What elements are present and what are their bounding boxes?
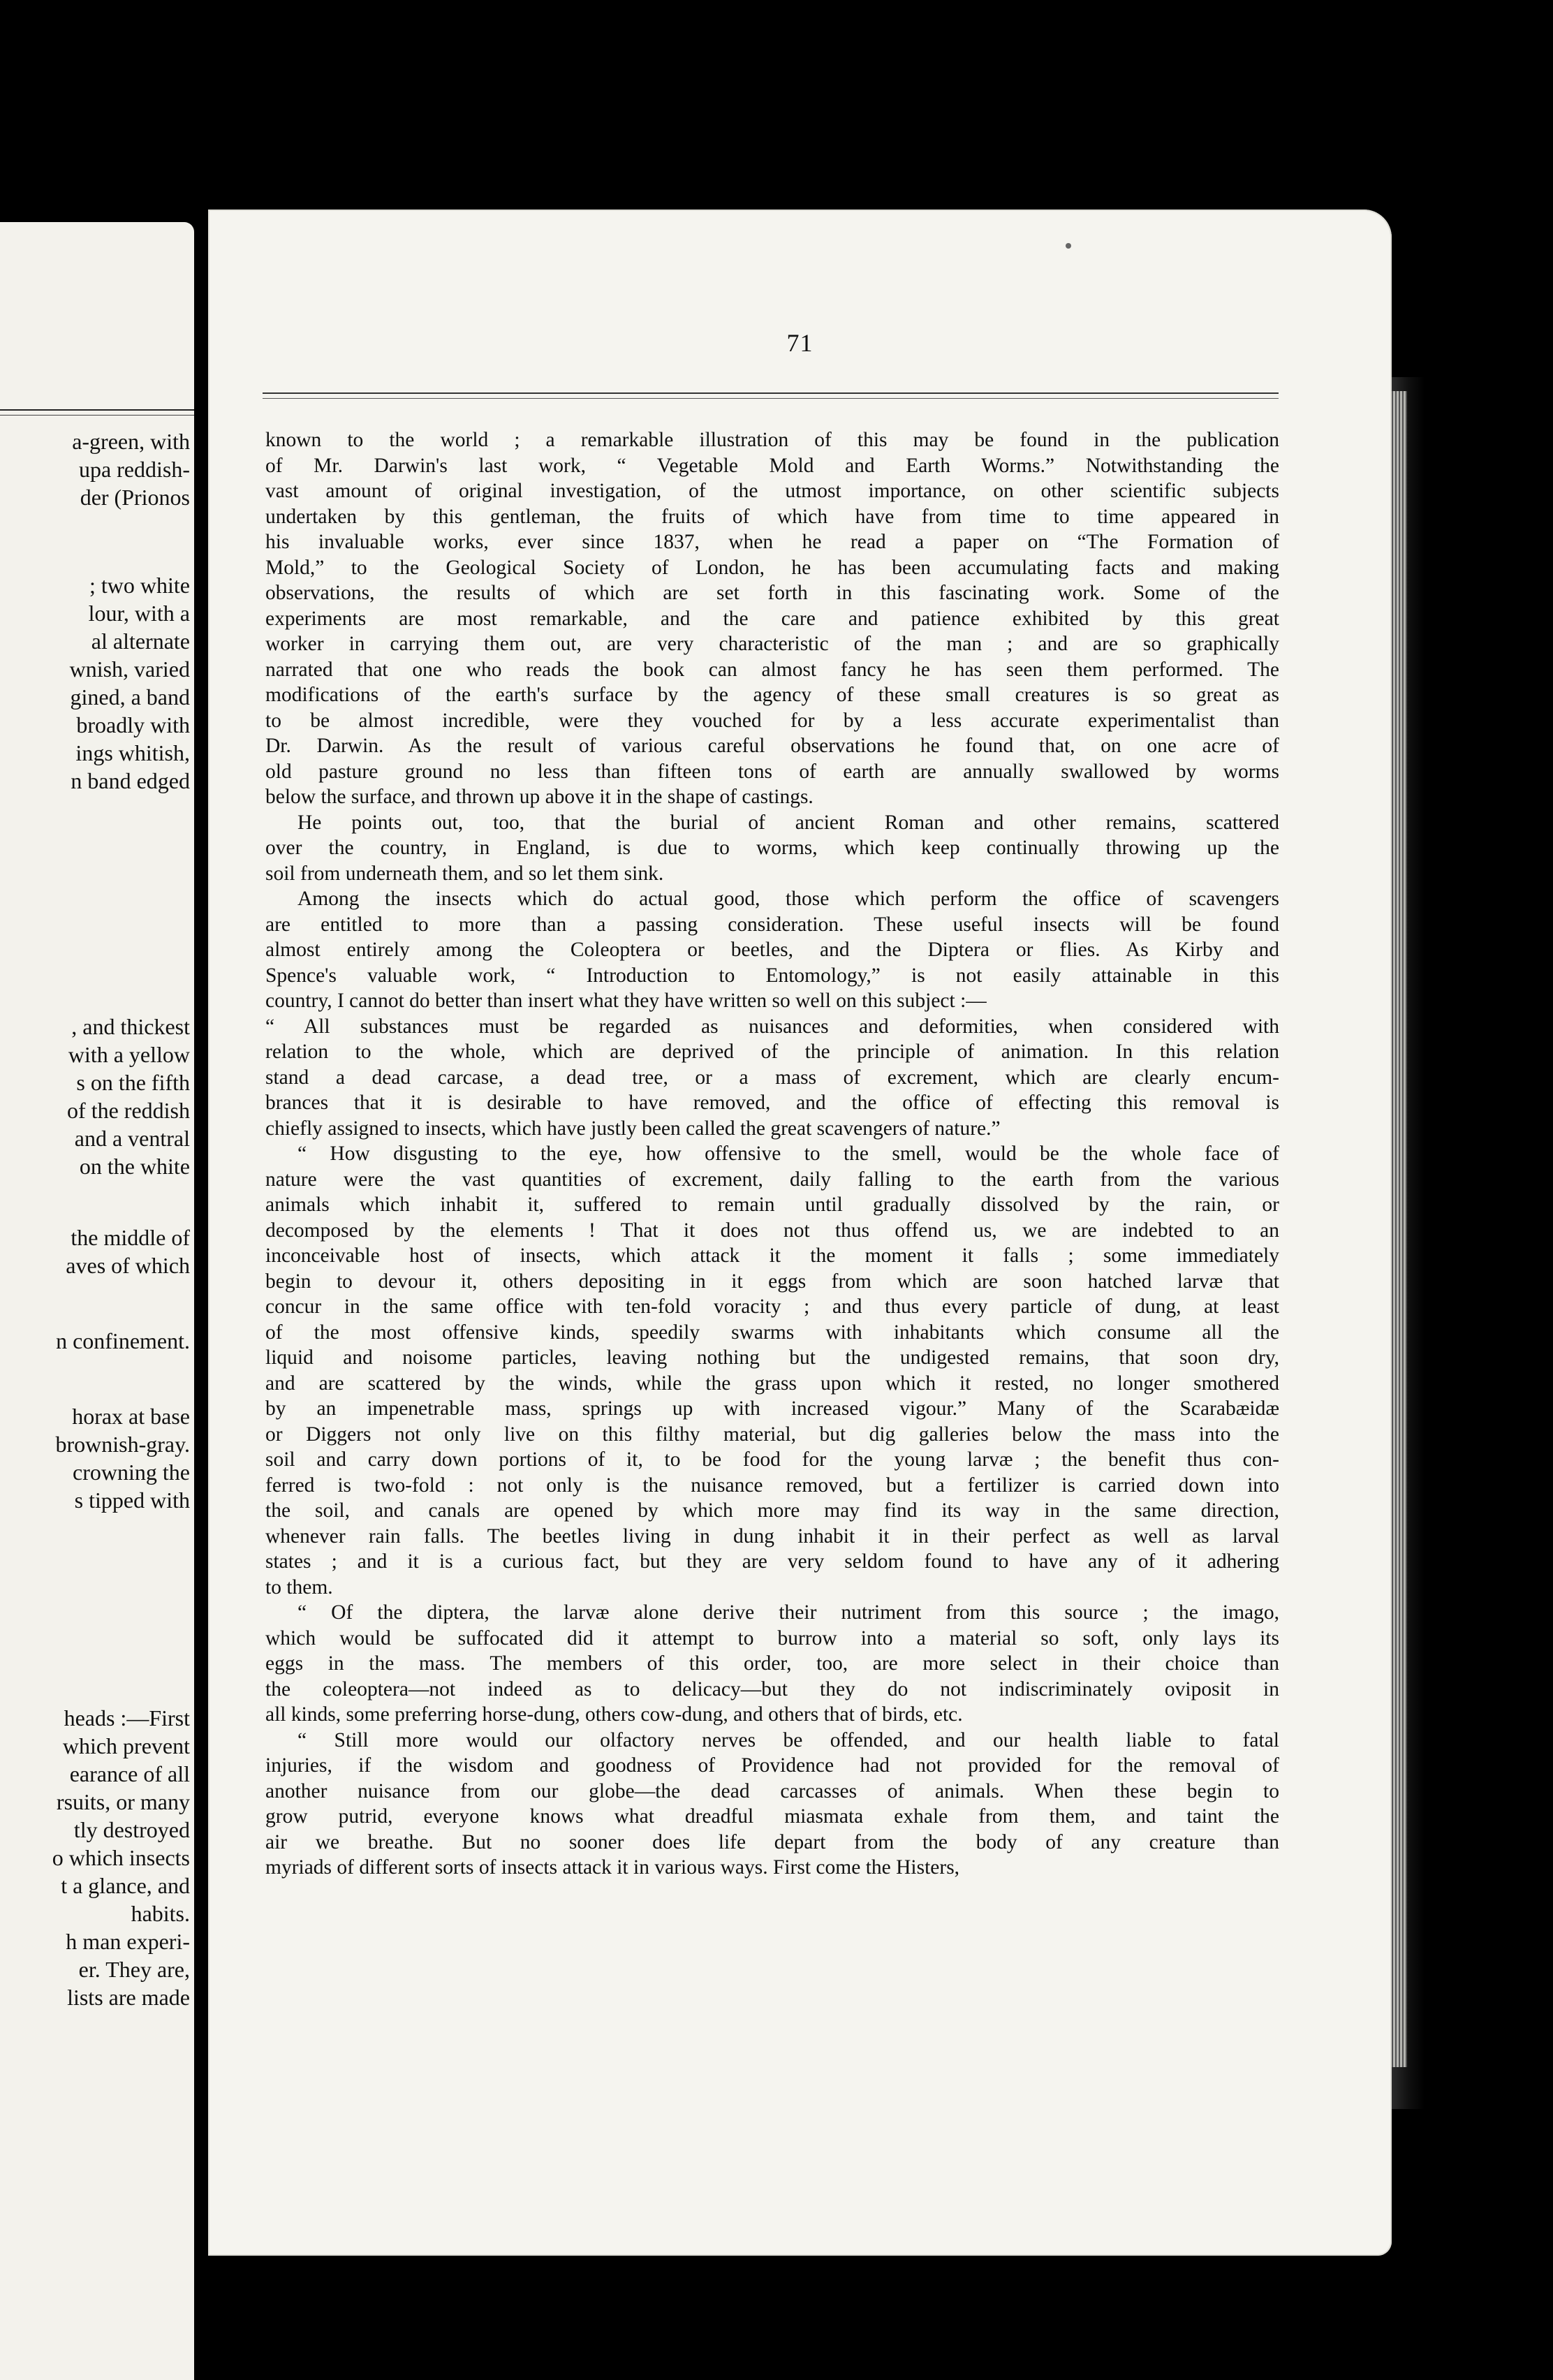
- text-line: by an impenetrable mass, springs up with increased vigour.” Many of the Scarabæidæ: [265, 1397, 1279, 1420]
- text-line: another nuisance from our globe—the dead carcasses of animals. When these begin to: [265, 1779, 1279, 1802]
- left-page-line: tly destroyed: [73, 1817, 190, 1842]
- text-line: He points out, too, that the burial of ancient Roman and other remains, scattered: [297, 811, 1279, 834]
- text-line: vast amount of original investigation, of the utmost importance, on other scientific subjects: [265, 480, 1279, 502]
- right-page: [208, 210, 1392, 2256]
- text-line: observations, the results of which are set forth in this fascinating work. Some of the: [265, 582, 1279, 604]
- left-page-line: with a yellow: [68, 1042, 190, 1067]
- left-page-line: of the reddish: [67, 1098, 190, 1123]
- text-line: liquid and noisome particles, leaving nothing but the undigested remains, that soon dry,: [265, 1346, 1279, 1369]
- text-line: air we breathe. But no sooner does life depart from the body of any creature than: [265, 1830, 1279, 1853]
- left-page-line: rsuits, or many: [56, 1789, 190, 1814]
- left-page-line: s on the fifth: [76, 1070, 190, 1095]
- text-line: his invaluable works, ever since 1837, when he read a paper on “The Formation of: [265, 531, 1279, 553]
- text-line: of the most offensive kinds, speedily swarms with inhabitants which consume all the: [265, 1321, 1279, 1344]
- text-line: states ; and it is a curious fact, but they are very seldom found to have any of it adhering: [265, 1550, 1279, 1573]
- text-line: worker in carrying them out, are very characteristic of the man ; and are so graphically: [265, 633, 1279, 655]
- left-page-line: habits.: [131, 1901, 190, 1926]
- left-page-line: which prevent: [62, 1733, 190, 1758]
- text-line: to be almost incredible, were they vouched for by a less accurate experimentalist than: [265, 709, 1279, 732]
- left-page-line: the middle of: [71, 1225, 190, 1250]
- left-page-line: n confinement.: [56, 1328, 190, 1353]
- text-line: of Mr. Darwin's last work, “ Vegetable Mold and Earth Worms.” Notwithstanding the: [265, 454, 1279, 477]
- left-page-line: lists are made: [67, 1985, 190, 2010]
- text-line: modifications of the earth's surface by the agency of these small creatures is so great as: [265, 684, 1279, 706]
- left-page-line: ings whitish,: [75, 740, 190, 765]
- text-line: soil from underneath them, and so let them sink.: [265, 862, 664, 885]
- left-page-line: , and thickest: [71, 1014, 190, 1039]
- left-page-fragment: [0, 222, 194, 2380]
- left-page-line: al alternate: [91, 629, 190, 654]
- text-line: below the surface, and thrown up above it in the shape of castings.: [265, 786, 814, 808]
- text-line: known to the world ; a remarkable illustration of this may be found in the publication: [265, 429, 1279, 451]
- text-line: myriads of different sorts of insects attack it in various ways. First come the Histers,: [265, 1856, 960, 1879]
- text-line: the coleoptera—not indeed as to delicacy—but they do not indiscriminately oviposit in: [265, 1677, 1279, 1700]
- left-page-line: ; two white: [89, 573, 190, 598]
- left-page-line: der (Prionos: [80, 485, 190, 510]
- text-line: begin to devour it, others depositing in it eggs from which are soon hatched larvæ that: [265, 1270, 1279, 1293]
- left-page-text: [0, 222, 194, 2380]
- text-line: country, I cannot do better than insert what they have written so well on this subject :—: [265, 990, 987, 1012]
- left-page-line: brownish-gray.: [55, 1432, 190, 1457]
- text-line: old pasture ground no less than fifteen tons of earth are annually swallowed by worms: [265, 760, 1279, 783]
- text-line: Among the insects which do actual good, those which perform the office of scavengers: [297, 888, 1279, 910]
- text-line: nature were the vast quantities of excrement, daily falling to the earth from the various: [265, 1168, 1279, 1191]
- text-line: Spence's valuable work, “ Introduction to Entomology,” is not easily attainable in this: [265, 964, 1279, 987]
- page-number: 71: [786, 329, 814, 357]
- left-page-line: n band edged: [71, 768, 190, 793]
- text-line: narrated that one who reads the book can almost fancy he has seen them performed. The: [265, 658, 1279, 681]
- text-line: relation to the whole, which are deprived of the principle of animation. In this relation: [265, 1041, 1279, 1063]
- text-line: eggs in the mass. The members of this order, too, are more select in their choice than: [265, 1652, 1279, 1675]
- left-page-line: o which insects: [52, 1845, 190, 1870]
- left-page-line: heads :—First: [64, 1705, 190, 1731]
- text-line: decomposed by the elements ! That it does not thus offend us, we are indebted to an: [265, 1219, 1279, 1242]
- text-line: brances that it is desirable to have removed, and the office of effecting this removal is: [265, 1092, 1279, 1114]
- left-page-line: on the white: [79, 1154, 190, 1179]
- left-page-line: earance of all: [69, 1761, 190, 1786]
- text-line: undertaken by this gentleman, the fruits of which have from time to time appeared in: [265, 505, 1279, 528]
- left-page-line: wnish, varied: [69, 656, 190, 682]
- text-line: which would be suffocated did it attempt to burrow into a material so soft, only lays its: [265, 1626, 1279, 1650]
- left-page-line: crowning the: [73, 1460, 190, 1485]
- text-line: Mold,” to the Geological Society of London, he has been accumulating facts and making: [265, 556, 1279, 579]
- text-line: whenever rain falls. The beetles living in dung inhabit it in their perfect as well as larval: [265, 1525, 1279, 1548]
- text-line: experiments are most remarkable, and the care and patience exhibited by this great: [265, 607, 1279, 630]
- text-line: all kinds, some preferring horse-dung, others cow-dung, and others that of birds, etc.: [265, 1703, 963, 1726]
- header-rule: [263, 398, 1279, 399]
- left-page-line: lour, with a: [88, 601, 190, 626]
- text-line: concur in the same office with ten-fold voracity ; and thus every particle of dung, at least: [265, 1295, 1279, 1318]
- left-page-line: h man experi-: [66, 1929, 190, 1954]
- ink-speck: [1066, 243, 1071, 249]
- left-page-line: horax at base: [72, 1404, 190, 1429]
- text-line: and are scattered by the winds, while the grass upon which it rested, no longer smothered: [265, 1372, 1279, 1395]
- text-line: “ How disgusting to the eye, how offensive to the smell, would be the whole face of: [297, 1143, 1279, 1165]
- text-line: animals which inhabit it, suffered to remain until gradually dissolved by the rain, or: [265, 1193, 1279, 1216]
- text-line: ferred is two-fold : not only is the nuisance removed, but a fertilizer is carried down into: [265, 1474, 1279, 1497]
- text-line: chiefly assigned to insects, which have justly been called the great scavengers of nature.”: [265, 1117, 1001, 1140]
- text-line: to them.: [265, 1575, 333, 1599]
- left-page-line: and a ventral: [74, 1126, 190, 1151]
- text-line: “ All substances must be regarded as nuisances and deformities, when considered with: [265, 1015, 1279, 1038]
- text-line: injuries, if the wisdom and goodness of Providence had not provided for the removal of: [265, 1754, 1279, 1777]
- text-line: grow putrid, everyone knows what dreadful miasmata exhale from them, and taint the: [265, 1805, 1279, 1828]
- left-page-line: gined, a band: [70, 684, 190, 710]
- left-page-line: broadly with: [76, 712, 190, 737]
- left-page-line: upa reddish-: [78, 457, 190, 482]
- text-line: are entitled to more than a passing consideration. These useful insects will be found: [265, 913, 1279, 936]
- text-line: or Diggers not only live on this filthy material, but dig galleries below the mass into the: [265, 1423, 1279, 1446]
- text-line: almost entirely among the Coleoptera or beetles, and the Diptera or flies. As Kirby and: [265, 939, 1279, 961]
- body-text: [265, 427, 1279, 1881]
- text-line: over the country, in England, is due to worms, which keep continually throwing up the: [265, 837, 1279, 859]
- left-page-line: er. They are,: [78, 1957, 190, 1982]
- left-page-line: s tipped with: [74, 1488, 190, 1513]
- text-line: Dr. Darwin. As the result of various careful observations he found that, on one acre of: [265, 735, 1279, 757]
- text-line: inconceivable host of insects, which attack it the moment it falls ; some immediately: [265, 1244, 1279, 1267]
- text-line: “ Of the diptera, the larvæ alone derive their nutriment from this source ; the imago,: [297, 1601, 1279, 1624]
- text-line: soil and carry down portions of it, to be food for the young larvæ ; the benefit thus con-: [265, 1448, 1279, 1471]
- left-page-line: t a glance, and: [61, 1873, 190, 1898]
- text-line: “ Still more would our olfactory nerves be offended, and our health liable to fatal: [297, 1728, 1279, 1751]
- text-line: the soil, and canals are opened by which more may find its way in the same direction,: [265, 1499, 1279, 1522]
- left-page-line: a-green, with: [72, 429, 190, 454]
- left-page-line: aves of which: [66, 1253, 190, 1278]
- text-line: stand a dead carcase, a dead tree, or a mass of excrement, which are clearly encum-: [265, 1066, 1279, 1089]
- header-rule: [263, 392, 1279, 394]
